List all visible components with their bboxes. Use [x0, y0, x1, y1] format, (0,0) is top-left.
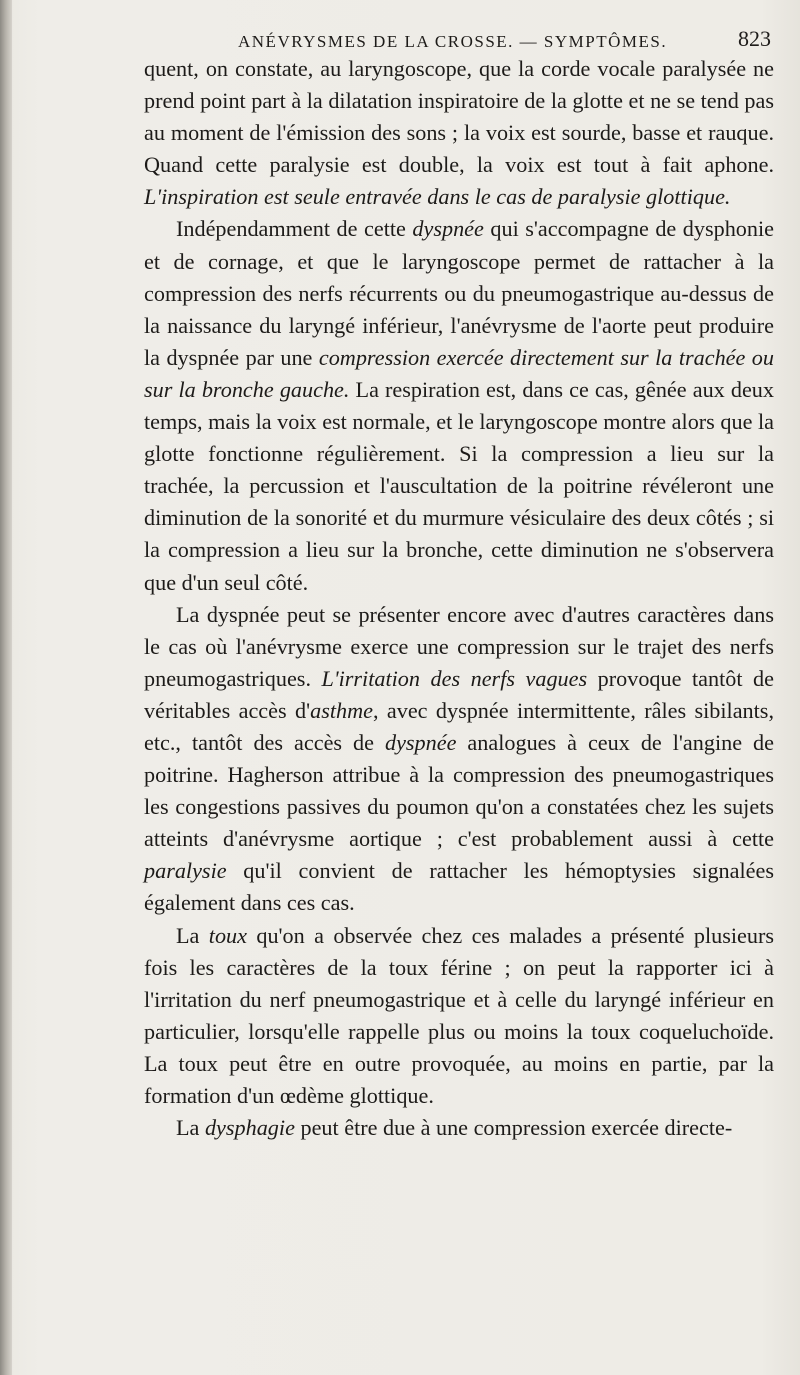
body-text: [144, 53, 774, 1144]
text-run: provoque tantôt de véritables accès d': [144, 665, 774, 723]
italic-text: L'irritation des nerfs vagues: [321, 665, 588, 691]
italic-text: asthme: [310, 697, 373, 723]
running-head: ANÉVRYSMES DE LA CROSSE. — SYMPTÔMES.: [238, 32, 668, 51]
text-run: analogues à ceux de l'angine de poitrine. Hagherson attribue à la compression des pneumogastriques les congestions passives du poumon qu'on a constatées chez les sujets atteints d'anévrysme aortique ; c'est probablement aussi à cette: [144, 729, 774, 852]
text-run: qui s'accompagne de dysphonie et de cornage, et que le laryngoscope permet de rattacher à la compression des nerfs récurrents ou du pneumogastrique au-dessus de la naissance du laryngé inférieur, l'anévrysme de l'aorte peut produire la dyspnée par une: [144, 216, 774, 370]
text-run: La: [176, 922, 209, 948]
italic-text: dysphagie: [204, 1115, 295, 1141]
paragraph: [144, 53, 774, 213]
italic-text: dyspnée: [412, 216, 484, 242]
italic-text: compression exercée directement sur la trachée ou sur la bronche gauche.: [144, 344, 774, 402]
text-run: qu'il convient de rattacher les hémoptysies signalées également dans ces cas.: [144, 858, 774, 916]
text-run: Indépendamment de cette: [176, 216, 413, 242]
page-header: [0, 22, 800, 52]
text-run: peut être due à une compression exercée directe-: [294, 1115, 733, 1141]
text-run: , avec dyspnée intermittente, râles sibilants, etc., tantôt des accès de: [144, 697, 774, 755]
paragraph: [144, 920, 774, 1113]
italic-text: paralysie: [144, 858, 227, 884]
paragraph: [144, 1112, 774, 1144]
italic-text: L'inspiration est seule entravée dans le cas de paralysie glottique.: [144, 184, 731, 210]
paragraph: [144, 599, 774, 920]
text-run: qu'on a observée chez ces malades a présenté plusieurs fois les caractères de la toux férine ; on peut la rapporter ici à l'irritation du nerf pneumogastrique et à celle du laryngé inférieur en particulier, lorsqu'elle rappelle plus ou moins la toux coqueluchoïde. La toux peut être en outre provoquée, au moins en partie, par la formation d'un œdème glottique.: [144, 922, 774, 1108]
page-binding-edge: [0, 0, 12, 1375]
italic-text: dyspnée: [384, 729, 457, 755]
text-run: La dyspnée peut se présenter encore avec d'autres caractères dans le cas où l'anévrysme exerce une compression sur le trajet des nerfs pneumogastriques.: [144, 601, 774, 691]
italic-text: toux: [208, 922, 247, 948]
paragraph: [144, 213, 774, 598]
text-run: La respiration est, dans ce cas, gênée aux deux temps, mais la voix est normale, et le laryngoscope montre alors que la glotte fonctionne régulièrement. Si la compression a lieu sur la trachée, la percussion et l'auscultation de la poitrine révéleront une diminution de la sonorité et du murmure vésiculaire des deux côtés ; si la compression a lieu sur la bronche, cette diminution ne s'observera que d'un seul côté.: [144, 376, 774, 595]
text-run: La: [176, 1115, 205, 1141]
text-run: quent, on constate, au laryngoscope, que la corde vocale paralysée ne prend point part à la dilatation inspiratoire de la glotte et ne se tend pas au moment de l'émission des sons ; la voix est sourde, basse et rauque. Quand cette paralysie est double, la voix est tout à fait aphone.: [144, 56, 774, 178]
page-number: 823: [738, 26, 771, 51]
